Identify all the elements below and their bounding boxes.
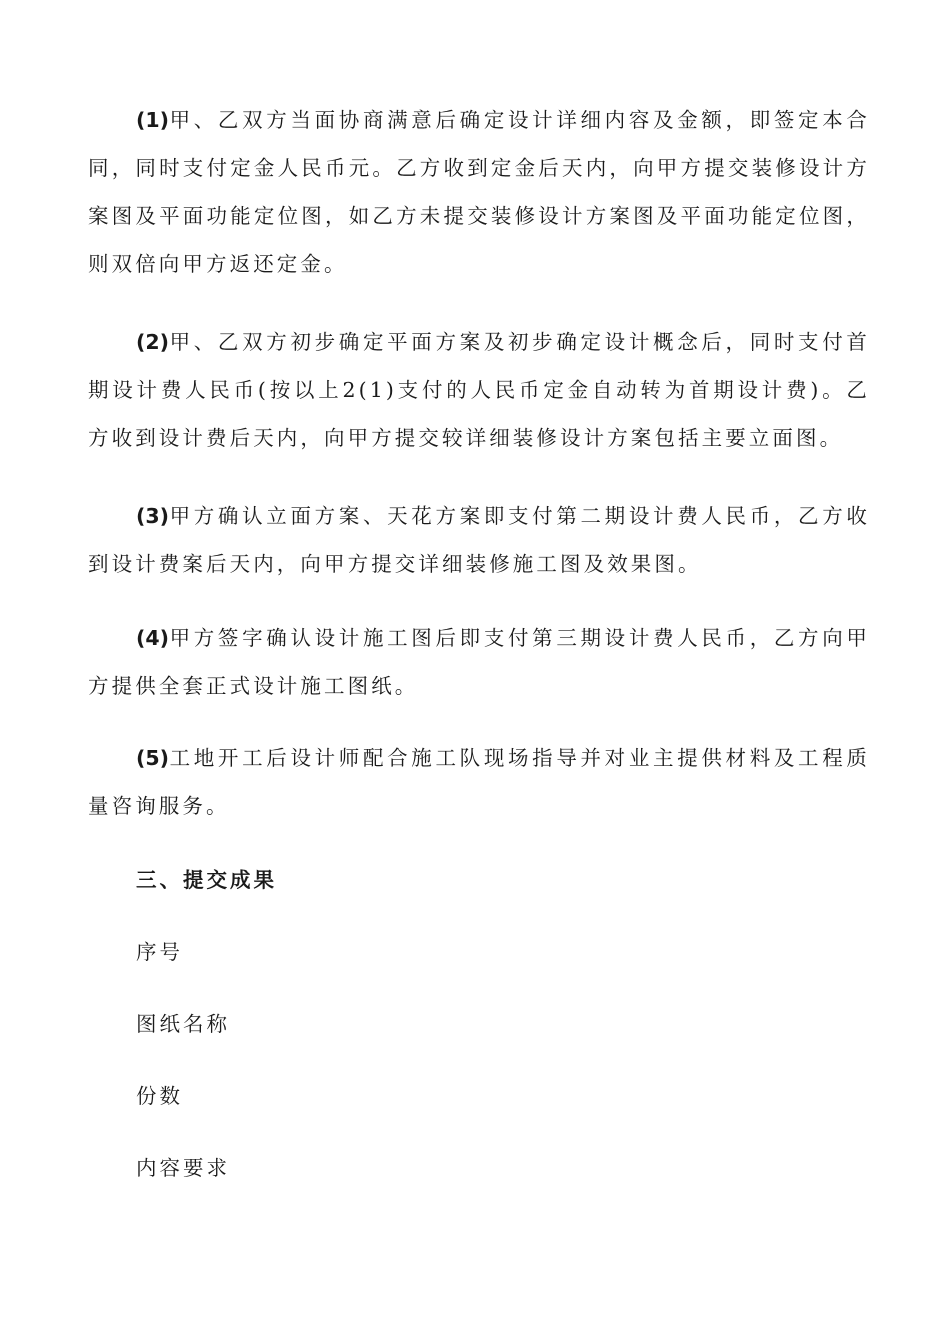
section-heading: 三、提交成果: [136, 868, 277, 892]
deliverable-field-requirements: 内容要求: [136, 1156, 230, 1180]
clause-4: [88, 614, 870, 710]
deliverable-field-copies: 份数: [136, 1084, 183, 1108]
clause-4-number: (4): [136, 626, 170, 650]
clause-2: [88, 318, 870, 462]
clause-1: [88, 96, 870, 288]
clause-5: [88, 734, 870, 830]
clause-4-text: 甲方签字确认设计施工图后即支付第三期设计费人民币，乙方向甲方提供全套正式设计施工图纸。: [88, 626, 870, 698]
clause-3-text: 甲方确认立面方案、天花方案即支付第二期设计费人民币，乙方收到设计费案后天内，向甲方提交详细装修施工图及效果图。: [88, 504, 870, 576]
clause-1-number: (1): [136, 108, 170, 132]
clause-2-text: 甲、乙双方初步确定平面方案及初步确定设计概念后，同时支付首期设计费人民币(按以上2(1)支付的人民币定金自动转为首期设计费)。乙方收到设计费后天内，向甲方提交较详细装修设计方案包括主要立面图。: [88, 330, 870, 450]
clause-5-number: (5): [136, 746, 170, 770]
clause-3-number: (3): [136, 504, 170, 528]
clause-3: [88, 492, 870, 588]
clause-1-text: 甲、乙双方当面协商满意后确定设计详细内容及金额，即签定本合同，同时支付定金人民币元。乙方收到定金后天内，向甲方提交装修设计方案图及平面功能定位图，如乙方未提交装修设计方案图及平面功能定位图，则双倍向甲方返还定金。: [88, 108, 870, 276]
deliverable-field-serial: 序号: [136, 940, 183, 964]
clause-2-number: (2): [136, 330, 170, 354]
clause-5-text: 工地开工后设计师配合施工队现场指导并对业主提供材料及工程质量咨询服务。: [88, 746, 870, 818]
deliverable-field-drawing-name: 图纸名称: [136, 1012, 230, 1036]
